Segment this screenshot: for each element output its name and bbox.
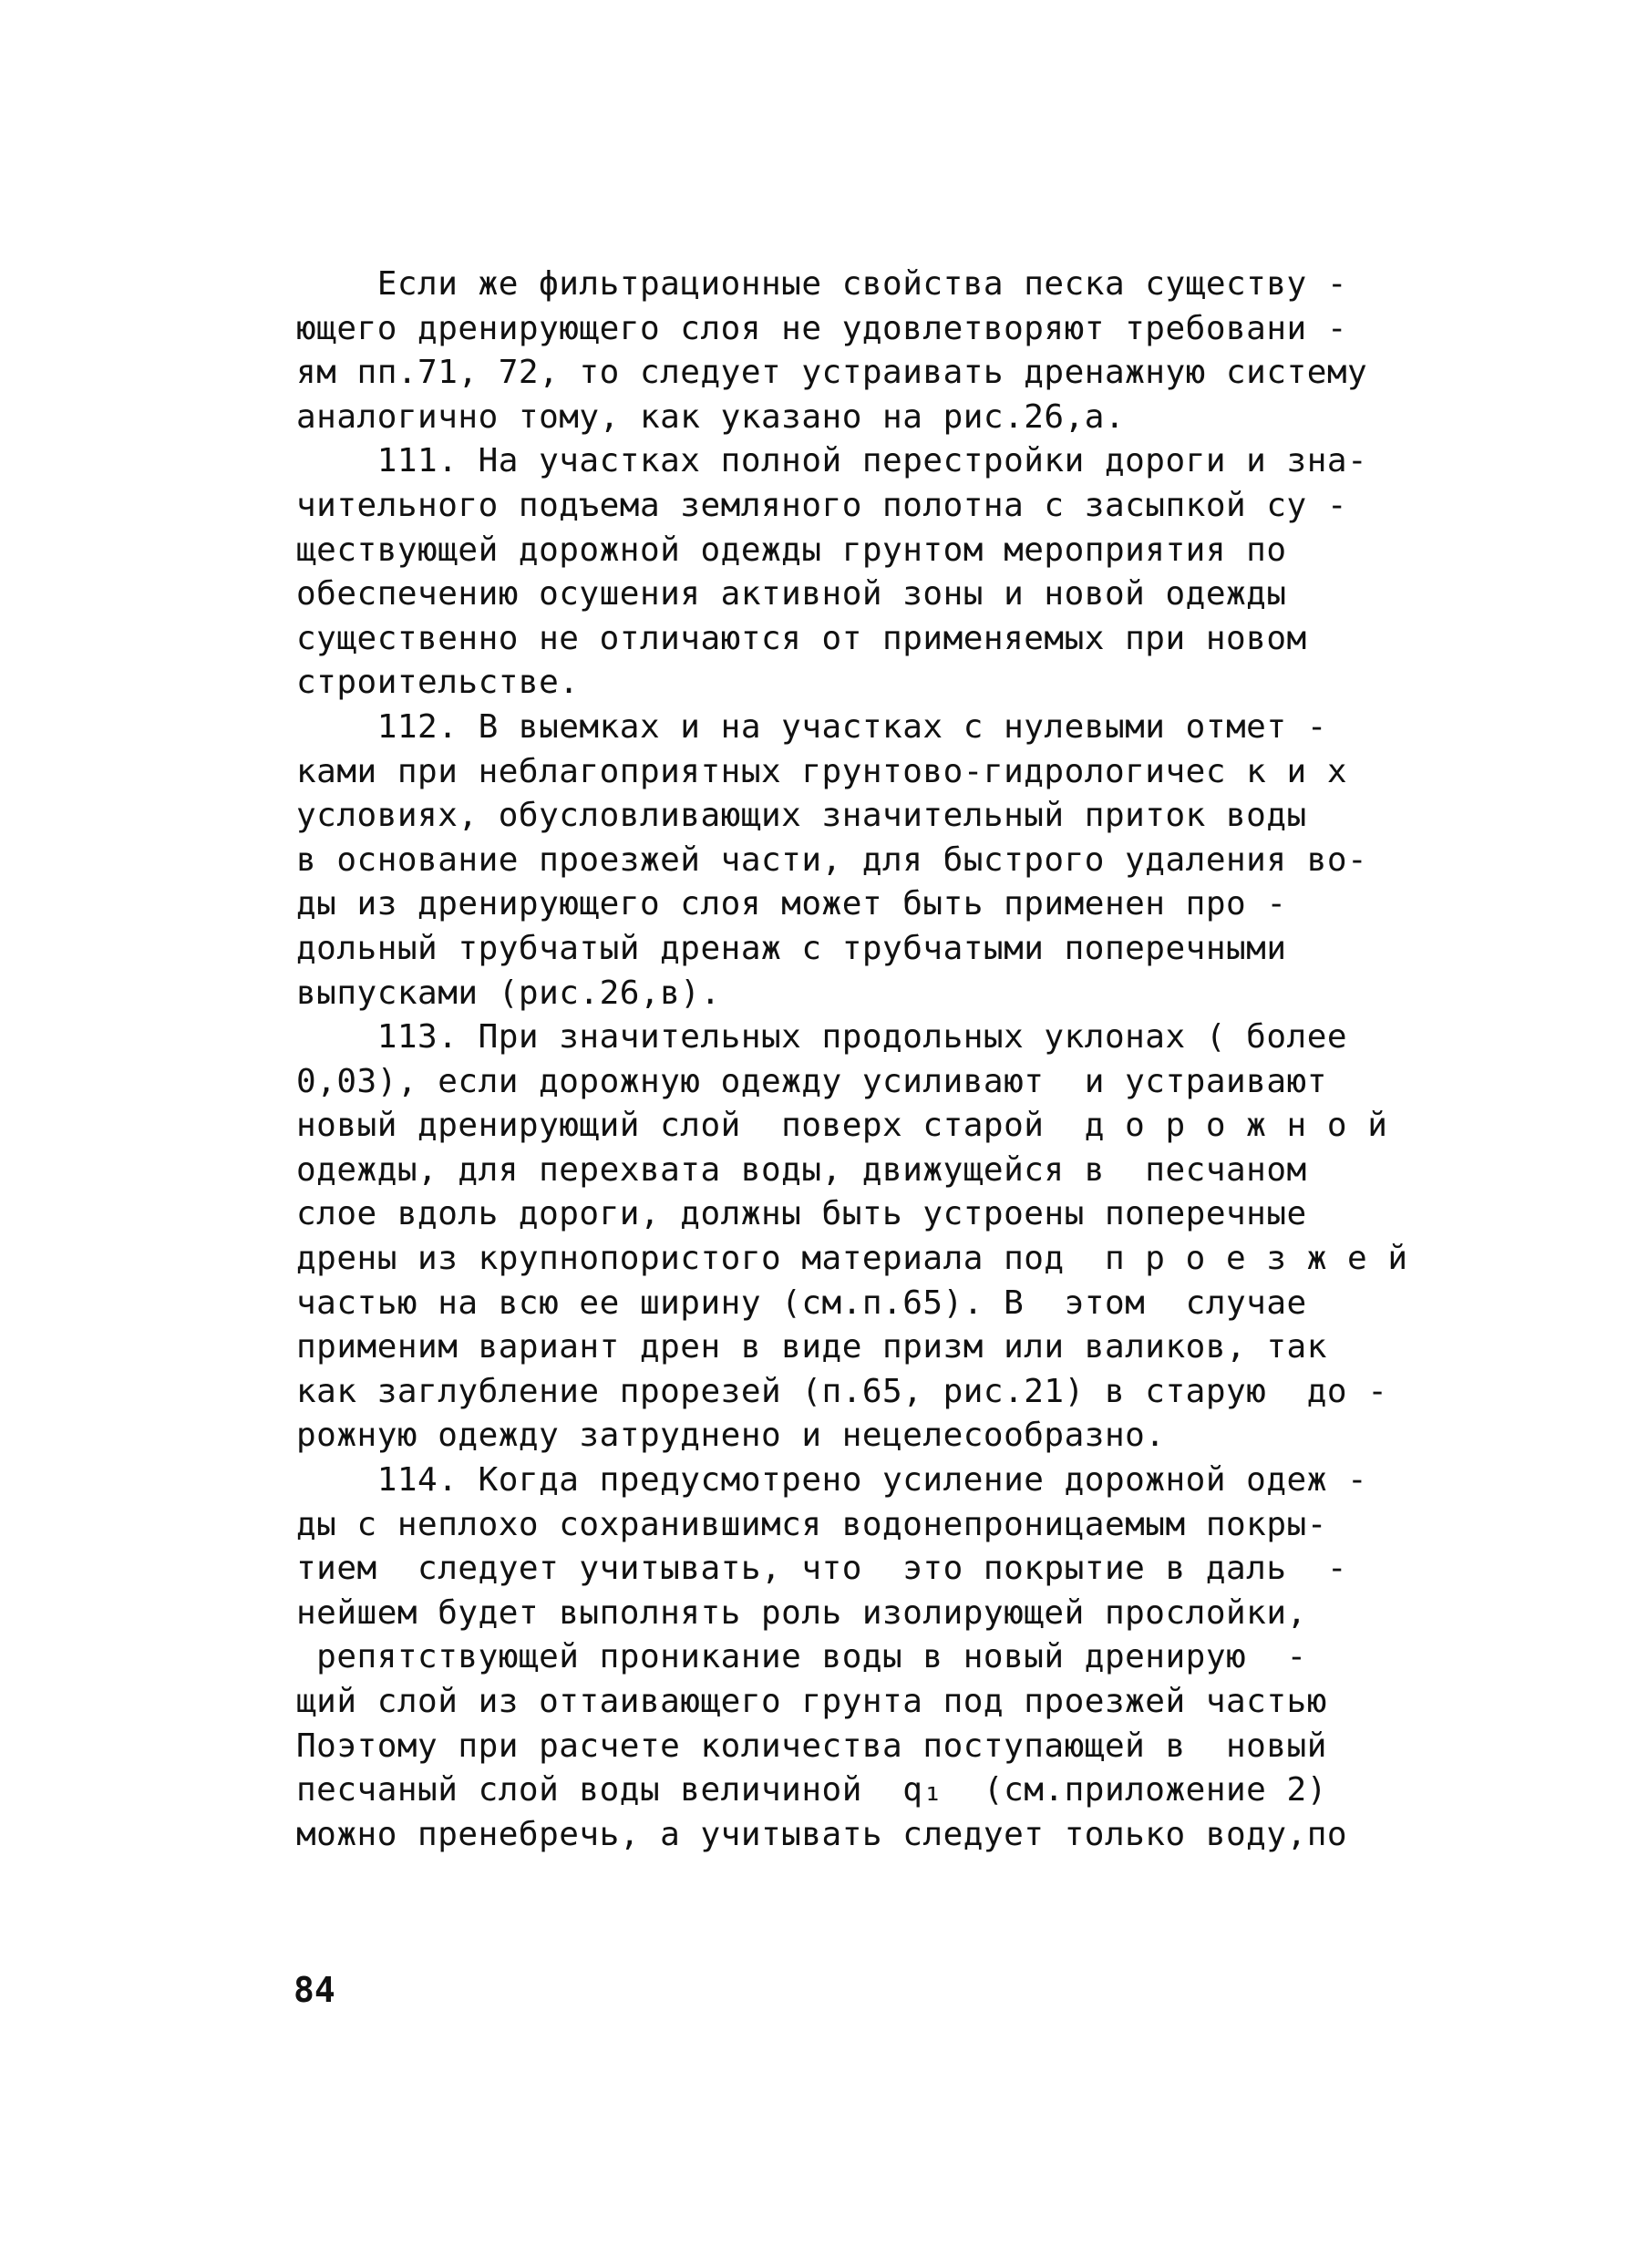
text-line: можно пренебречь, а учитывать следует только воду,по [296,1815,1348,1853]
text-line: аналогично тому, как указано на рис.26,а. [296,397,1126,436]
text-line: слое вдоль дороги, должны быть устроены поперечные [296,1195,1307,1233]
text-line: 114. Когда предусмотрено усиление дорожной одеж - [296,1461,1368,1500]
text-line: как заглубление прорезей (п.65, рис.21) в старую до - [296,1372,1388,1410]
text-line: ками при неблагоприятных грунтово-гидрологичес к и х [296,752,1348,790]
text-line: новый дренирующий слой поверх старой д о р о ж н о й [296,1107,1388,1145]
text-line: рожную одежду затруднено и нецелесообразно. [296,1417,1166,1455]
text-line: нейшем будет выполнять роль изолирующей прослойки, [296,1593,1307,1632]
text-line: 112. В выемках и на участках с нулевыми отмет - [296,707,1327,746]
text-line: чительного подъема земляного полотна с засыпкой су - [296,486,1348,524]
text-line: 113. При значительных продольных уклонах ( более [296,1018,1348,1057]
text-line: Если же фильтрационные свойства песка существу - [296,265,1348,303]
text-line: 0,03), если дорожную одежду усиливают и устраивают [296,1062,1327,1100]
text-line: в основание проезжей части, для быстрого удаления во- [296,840,1368,879]
text-line: одежды, для перехвата воды, движущейся в песчаном [296,1150,1307,1189]
text-line: 111. На участках полной перестройки дороги и зна- [296,442,1368,480]
text-line: частью на всю ее ширину (см.п.65). В этом случае [296,1283,1307,1322]
text-line: щий слой из оттаивающего грунта под проезжей частью [296,1683,1327,1720]
text-line: обеспечению осушения активной зоны и новой одежды [296,575,1287,613]
text-line: ющего дренирующего слоя не удовлетворяют требовани - [296,309,1348,347]
text-line: условиях, обусловливающих значительный приток воды [296,797,1307,835]
text-line: ды из дренирующего слоя может быть применен про - [296,885,1287,923]
text-line: ям пп.71, 72, то следует устраивать дренажную систему [296,354,1368,392]
text-line: дрены из крупнопористого материала под п р о е з ж е й [296,1240,1408,1278]
text-line: ществующей дорожной одежды грунтом мероприятия по [296,531,1287,569]
text-line: репятствующей проникание воды в новый дренирую - [296,1638,1307,1676]
body-text [296,263,1499,1857]
text-line: дольный трубчатый дренаж с трубчатыми поперечными [296,929,1287,967]
text-line: песчаный слой воды величиной q₁ (см.приложение 2) [296,1771,1327,1809]
text-line: применим вариант дрен в виде призм или валиков, так [296,1328,1327,1366]
text-line: Поэтому при расчете количества поступающей в новый [296,1727,1327,1765]
text-line: строительстве. [296,664,580,702]
text-line: существенно не отличаются от применяемых при новом [296,619,1307,657]
page-number: 84 [294,1970,335,2010]
text-line: тием следует учитывать, что это покрытие в даль - [296,1550,1348,1588]
text-line: ды с неплохо сохранившимся водонепроницаемым покры- [296,1505,1327,1543]
text-line: выпусками (рис.26,в). [296,974,721,1012]
